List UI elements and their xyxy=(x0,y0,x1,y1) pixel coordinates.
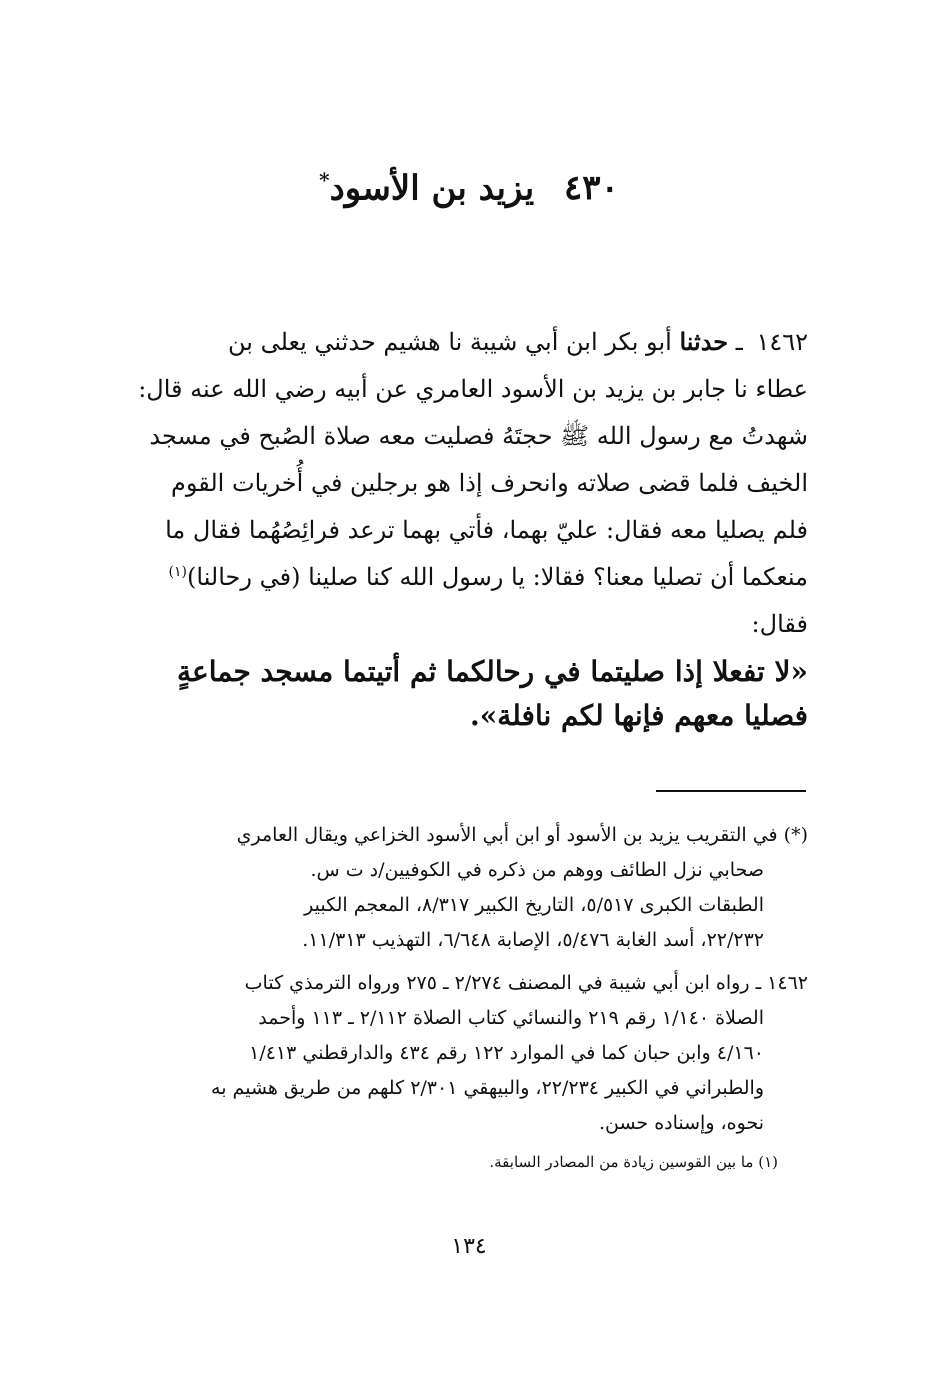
footnote-line: ٤/١٦٠ وابن حبان كما في الموارد ١٢٢ رقم ٤٣٤ والدارقطني ١/٤١٣ xyxy=(249,1042,764,1064)
star-footnote-label: (*) xyxy=(783,824,808,846)
hadith-separator: ـ xyxy=(735,328,743,356)
hadith-text-line: عطاء نا جابر بن يزيد بن الأسود العامري عن أبيه رضي الله عنه قال: xyxy=(138,375,808,403)
prophet-saying-line: فصليا معهم فإنها لكم نافلة». xyxy=(470,699,808,732)
footnote-line: الصلاة ١/١٤٠ رقم ٢١٩ والنسائي كتاب الصلاة ٢/١١٢ ـ ١١٣ وأحمد xyxy=(258,1007,764,1029)
chapter-footnote-marker: * xyxy=(319,168,330,192)
footnote-line: الطبقات الكبرى ٥/٥١٧، التاريخ الكبير ٨/٣١٧، المعجم الكبير xyxy=(304,894,764,916)
hadith-text-line: فلم يصليا معه فقال: عليّ بهما، فأتي بهما ترعد فرائِصُهُما فقال ما xyxy=(165,516,808,544)
chapter-title xyxy=(200,168,738,209)
footnote-ref-1: (١) xyxy=(168,564,188,580)
hadith-text-line: أبو بكر ابن أبي شيبة نا هشيم حدثني يعلى بن xyxy=(228,328,672,356)
parenthetical-footnote: (١) ما بين القوسين زيادة من المصادر السابقة. xyxy=(489,1153,778,1171)
chapter-number: ٤٣٠ xyxy=(564,168,619,209)
prophet-saying xyxy=(128,650,808,738)
hadith-footnote xyxy=(128,966,808,1141)
footnote-text: رواه ابن أبي شيبة في المصنف ٢/٢٧٤ ـ ٢٧٥ ورواه الترمذي كتاب xyxy=(244,972,750,994)
hadith-body xyxy=(128,318,808,738)
footnote-separator-rule xyxy=(656,790,806,792)
hadith-text-line: منعكما أن تصليا معنا؟ فقالا: يا رسول الله كنا صلينا (في رحالنا) xyxy=(187,563,808,591)
hadith-text-line: فقال: xyxy=(751,610,808,638)
footnotes xyxy=(128,818,808,1175)
hadith-text-line-with-ref xyxy=(128,554,808,601)
footnote-line: نحوه، وإسناده حسن. xyxy=(598,1112,764,1134)
page-number: ١٣٤ xyxy=(451,1234,487,1259)
star-footnote xyxy=(128,818,808,958)
hadith-text-line: الخيف فلما قضى صلاته وانحرف إذا هو برجلين في أُخريات القوم xyxy=(170,469,808,497)
chapter-name: يزيد بن الأسود xyxy=(329,168,535,209)
hadith-footnote-label: ١٤٦٢ ـ xyxy=(755,972,808,994)
footnote-text: في التقريب يزيد بن الأسود أو ابن أبي الأسود الخزاعي ويقال العامري xyxy=(236,824,778,846)
footnote-line xyxy=(128,966,808,1001)
hadith-line-1 xyxy=(128,318,808,366)
footnote-line: والطبراني في الكبير ٢٢/٢٣٤، والبيهقي ٢/٣٠١ كلهم من طريق هشيم به xyxy=(211,1077,764,1099)
hadith-text-line: شهدتُ مع رسول الله ﷺ حجتَهُ فصليت معه صلاة الصُبح في مسجد xyxy=(149,422,808,450)
footnote-line: صحابي نزل الطائف ووهم من ذكره في الكوفيين/د ت س. xyxy=(310,859,764,881)
footnote-line xyxy=(128,818,808,853)
prophet-saying-line: «لا تفعلا إذا صليتما في رحالكما ثم أتيتما مسجد جماعةٍ xyxy=(177,655,808,688)
footnote-line: ٢٢/٢٣٢، أسد الغابة ٥/٤٧٦، الإصابة ٦/٦٤٨، التهذيب ١١/٣١٣. xyxy=(302,929,764,951)
haddathana-word: حدثنا xyxy=(679,327,729,356)
hadith-number: ١٤٦٢ xyxy=(756,328,808,356)
